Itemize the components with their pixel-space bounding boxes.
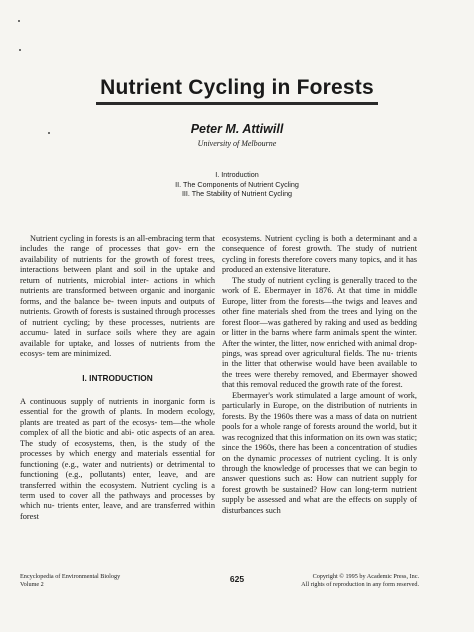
- text-line: by raking and used as bedding or litter in the barns: [222, 317, 417, 338]
- text-line: to the work of E. Ebermayer in 1876. At that time: [222, 275, 418, 296]
- toc-item: II. The Components of Nutrient Cycling: [175, 179, 299, 189]
- text-line: otic aspects of an area. The study of ecosystems,: [20, 428, 216, 448]
- text-line: forests is sustained through processes of nutrient: [20, 307, 215, 327]
- text-line: How can long-term nutrient supply be assessed and: [222, 484, 417, 505]
- text-line: trees and lying on the forest floor—was gathered: [222, 307, 417, 327]
- text-line: ecology, plants are treated as part of the ecosys-: [20, 407, 215, 427]
- text-line: nutrient cycling in forests therefore covers many: [222, 244, 417, 264]
- italic-term: processes: [279, 453, 312, 463]
- text-line: pollutants) enter, leave, and are transferred within: [20, 470, 215, 490]
- text-line: A continuous supply of nutrients in inorganic form: [20, 396, 205, 406]
- text-line: pings, was spread over agricultural fields. The nu-: [222, 348, 394, 358]
- body-paragraph: [222, 391, 417, 516]
- text-line: trients enter, leave, and are transferred within forest: [20, 501, 215, 521]
- scan-speck: [19, 49, 21, 51]
- text-line: for uptake, and losses of nutrients from the ecosys-: [20, 338, 215, 358]
- footer-line: Encyclopedia of Environmental Biology: [20, 573, 121, 580]
- text-line: and a consequence of forest growth. The study of: [222, 234, 417, 254]
- text-line: then, is the study of the processes by which energy: [20, 438, 215, 459]
- text-line: cover all the pathways and processes by which nu-: [20, 490, 215, 511]
- text-line: the ecosystem. Nutrient cycling is a term used to: [20, 480, 215, 500]
- text-line: and materials essential for functioning (e.g., water: [20, 449, 216, 469]
- footer-line: All rights of reproduction in any form reserved.: [301, 580, 419, 588]
- text-line: on the dynamic: [222, 453, 280, 463]
- right-column: [222, 234, 417, 516]
- text-line: tween inputs and outputs of nutrients. Growth of: [20, 296, 216, 317]
- page-number: 625: [229, 574, 245, 584]
- text-line: ecosystems. Nutrient cycling is both a determinant: [222, 234, 396, 243]
- text-line: mass of data on nutrient pools for a whole range: [222, 411, 418, 432]
- text-line: the uptake and return of nutrients, microbial inter-: [20, 265, 216, 285]
- text-line: lated in surface soils where they are again available: [20, 328, 215, 348]
- text-line: only through the knowledge of processes that we: [222, 453, 418, 473]
- text-line: tem are minimized.: [46, 348, 112, 358]
- body-paragraph: [222, 276, 417, 391]
- text-line: that this information on its own was static; since: [222, 432, 417, 453]
- body-paragraph: [222, 234, 417, 276]
- text-line: available to the trees were thereby removed, and: [222, 359, 417, 379]
- text-line: and nutrients) or detrimental to functioning (e.g.,: [20, 459, 215, 480]
- toc-item: I. Introduction: [215, 170, 259, 179]
- paper-title: Nutrient Cycling in Forests: [100, 76, 374, 99]
- text-line: work, particularly in Europe, on the distribution: [222, 390, 417, 411]
- text-line: growth rate of the forest.: [320, 380, 403, 390]
- text-line: Nutrient cycling in forests is an all-embracing: [30, 234, 184, 243]
- text-line: cycling; by these processes, nutrients are accumu-: [20, 317, 215, 338]
- author-affiliation: University of Melbourne: [197, 139, 277, 148]
- author-name: Peter M. Attiwill: [190, 122, 284, 136]
- text-line: term that includes the range of processes that gov-: [20, 234, 215, 254]
- text-line: winter, the litter, now enriched with animal drop-: [253, 338, 418, 348]
- text-line: forest trees, interactions between plant and soil in: [20, 254, 216, 275]
- text-line: trients in the litter that otherwise would have been: [222, 348, 417, 369]
- text-line: can begin to answer questions such as: How can: [222, 463, 417, 484]
- title-rule: [96, 102, 378, 105]
- text-line: Ebermayer showed that this removal reduced the: [222, 369, 418, 390]
- text-line: ern the availability of nutrients for the growth of: [20, 244, 216, 264]
- text-line: nutrient supply for forest growth be sustained?: [222, 474, 417, 494]
- text-line: of forests around the world, but it was recognized: [222, 422, 417, 442]
- footer-line: Volume 2: [20, 580, 44, 588]
- text-line: is essential for the growth of plants. In modern: [20, 396, 215, 417]
- section-heading-introduction: I. INTRODUCTION: [82, 373, 153, 384]
- footer-line: Copyright © 1995 by Academic Press, Inc.: [312, 573, 419, 580]
- abstract-paragraph: [20, 234, 215, 359]
- text-line: actions in which nutrients are transformed between: [20, 275, 215, 296]
- text-line: topics, and it has produced an extensive literature.: [222, 254, 418, 275]
- left-column: [20, 234, 215, 522]
- introduction-paragraph: [20, 397, 215, 522]
- toc-item: III. The Stability of Nutrient Cycling: [181, 189, 293, 198]
- text-line: the 1960s, there has been a concentration of studies: [241, 443, 417, 453]
- text-line: what are the effects on supply of disturbances such: [222, 495, 417, 515]
- text-line: in middle Europe, litter from the forests—the twigs: [222, 286, 417, 306]
- text-line: and leaves and other fine materials shed from the: [222, 296, 417, 317]
- text-line: organic and inorganic forms, and the balance be-: [20, 286, 215, 306]
- text-line: of nutrient cycling. It is: [311, 453, 399, 463]
- text-line: tem—the whole complex of all the biotic and abi-: [20, 417, 215, 438]
- text-line: The study of nutrient cycling is generally traced: [232, 275, 396, 285]
- text-line: of nutrients in forests. By the 1960s there was a: [222, 401, 418, 421]
- table-of-contents: [0, 170, 474, 199]
- text-line: where farm animals spent the winter. After the: [222, 328, 418, 348]
- scan-speck: [18, 20, 20, 22]
- footer-copyright: [301, 573, 419, 588]
- text-line: Ebermayer's work stimulated a large amount of: [232, 390, 395, 400]
